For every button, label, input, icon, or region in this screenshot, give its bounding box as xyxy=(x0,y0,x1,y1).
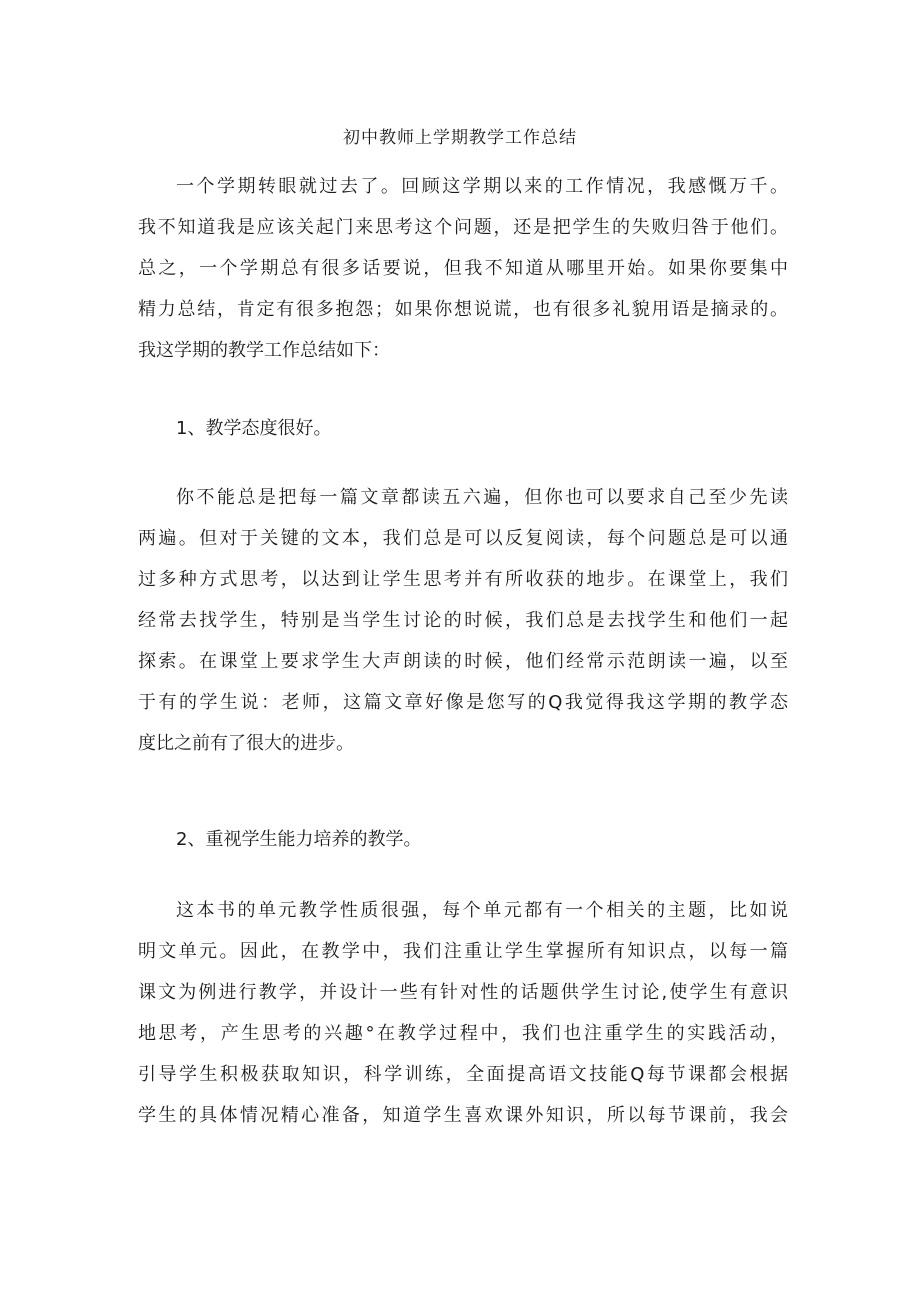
section-heading: 2、重视学生能力培养的教学。 xyxy=(176,829,422,850)
paragraph-line: 过多种方式思考，以达到让学生思考并有所收获的地步。在课堂上，我们 xyxy=(138,569,788,590)
paragraph-line: 明文单元。因此，在教学中，我们注重让学生掌握所有知识点，以每一篇 xyxy=(138,941,788,962)
paragraph-line: 学生的具体情况精心准备，知道学生喜欢课外知识，所以每节课前，我会 xyxy=(138,1105,788,1126)
section-heading: 1、教学态度很好。 xyxy=(176,418,332,439)
paragraph-line: 我不知道我是应该关起门来思考这个问题，还是把学生的失败归咎于他们。 xyxy=(138,217,788,238)
paragraph-line: 度比之前有了很大的进步。 xyxy=(138,733,354,754)
paragraph-line: 精力总结，肯定有很多抱怨；如果你想说谎，也有很多礼貌用语是摘录的。 xyxy=(138,299,788,320)
paragraph-line: 你不能总是把每一篇文章都读五六遍，但你也可以要求自己至少先读 xyxy=(176,487,788,508)
paragraph-line: 我这学期的教学工作总结如下： xyxy=(138,340,390,361)
paragraph-line: 总之，一个学期总有很多话要说，但我不知道从哪里开始。如果你要集中 xyxy=(138,258,788,279)
document-title: 初中教师上学期教学工作总结 xyxy=(343,128,577,148)
paragraph-line: 探索。在课堂上要求学生大声朗读的时候，他们经常示范朗读一遍，以至 xyxy=(138,651,788,672)
paragraph-line: 于有的学生说：老师，这篇文章好像是您写的Q我觉得我这学期的教学态 xyxy=(138,692,788,713)
paragraph-line: 两遍。但对于关键的文本，我们总是可以反复阅读，每个问题总是可以通 xyxy=(138,528,788,549)
paragraph-line: 一个学期转眼就过去了。回顾这学期以来的工作情况，我感慨万千。 xyxy=(176,176,788,197)
paragraph-line: 地思考，产生思考的兴趣°在教学过程中，我们也注重学生的实践活动， xyxy=(138,1023,788,1044)
paragraph-line: 经常去找学生，特别是当学生讨论的时候，我们总是去找学生和他们一起 xyxy=(138,610,788,631)
paragraph-line: 引导学生积极获取知识，科学训练，全面提高语文技能Q每节课都会根据 xyxy=(138,1064,788,1085)
paragraph-line: 课文为例进行教学，并设计一些有针对性的话题供学生讨论,使学生有意识 xyxy=(138,982,788,1003)
paragraph-line: 这本书的单元教学性质很强，每个单元都有一个相关的主题，比如说 xyxy=(176,900,788,921)
